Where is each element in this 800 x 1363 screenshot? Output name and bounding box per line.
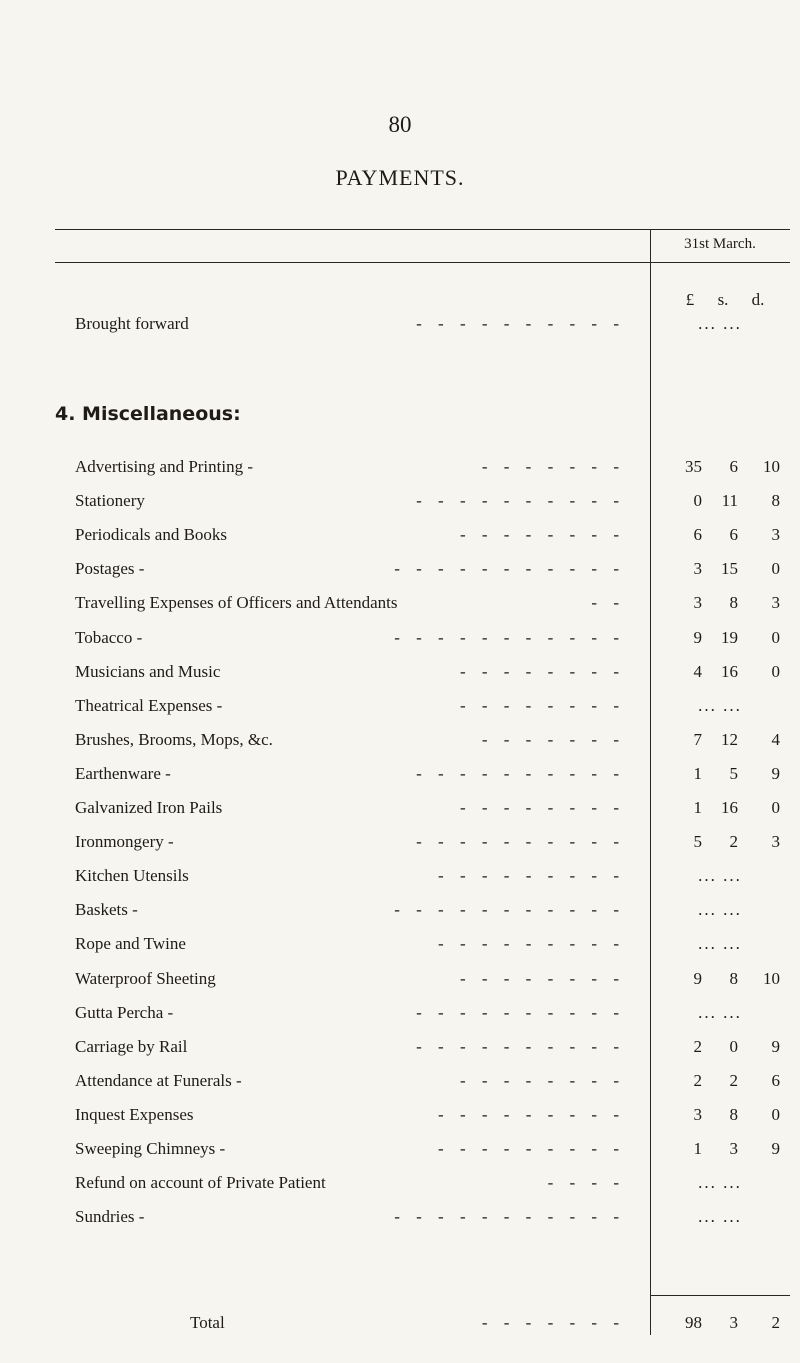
- nil-amount: ... ...: [698, 900, 742, 920]
- item-pounds: 4: [693, 661, 702, 681]
- item-label: Refund on account of Private Patient: [75, 1173, 326, 1193]
- leader-dashes: - - - - - - - -: [459, 798, 625, 817]
- item-pounds: 1: [693, 798, 702, 817]
- leader-dashes: - - - - - - - - - -: [416, 1002, 625, 1022]
- leader-dashes: - - - - - - - - - -: [416, 491, 625, 511]
- item-shillings: 19: [721, 627, 738, 647]
- pence-unit: d.: [751, 290, 765, 309]
- item-label: Periodicals and Books: [75, 525, 228, 545]
- item-pence: 3: [771, 832, 780, 852]
- item-amount: [650, 624, 790, 652]
- header-rule: [55, 262, 790, 263]
- table-row: [0, 999, 800, 1027]
- item-shillings: 5: [729, 763, 738, 783]
- item-shillings: 8: [729, 593, 738, 613]
- item-shillings: 15: [721, 559, 738, 579]
- table-row: [0, 487, 800, 515]
- item-label: Postages -: [75, 559, 145, 579]
- item-label: Earthenware -: [75, 763, 171, 783]
- table-row: [0, 726, 800, 754]
- leader-dashes: - - - - - - - -: [459, 525, 625, 545]
- table-row: [0, 965, 800, 993]
- item-pounds: 2: [693, 1036, 702, 1056]
- item-label: Rope and Twine: [75, 934, 186, 954]
- item-amount: [650, 1101, 790, 1129]
- item-pence: 10: [763, 457, 780, 476]
- page-title: PAYMENTS.: [335, 165, 465, 190]
- item-pounds: 3: [693, 593, 702, 613]
- item-pounds: 1: [693, 1139, 702, 1158]
- item-label: Carriage by Rail: [75, 1036, 188, 1056]
- item-amount: [650, 862, 790, 890]
- table-row: [0, 624, 800, 652]
- nil-amount: ... ...: [698, 1207, 742, 1227]
- table-row: [0, 930, 800, 958]
- leader-dashes: - - - - - - - - - - -: [394, 559, 625, 579]
- leader-dashes: - - - - - - - -: [459, 661, 625, 681]
- item-pence: 4: [771, 729, 780, 749]
- item-label: Advertising and Printing -: [75, 457, 254, 476]
- item-amount: [650, 760, 790, 788]
- item-amount: [650, 726, 790, 754]
- item-label: Gutta Percha -: [75, 1002, 174, 1022]
- item-label: Kitchen Utensils: [75, 866, 189, 886]
- item-shillings: 16: [721, 661, 738, 681]
- item-shillings: 0: [729, 1036, 738, 1056]
- item-label: Tobacco -: [75, 627, 143, 647]
- item-amount: [650, 555, 790, 583]
- item-label: Waterproof Sheeting: [75, 968, 216, 988]
- item-pounds: 9: [693, 627, 702, 647]
- item-amount: [650, 1033, 790, 1061]
- item-label: Ironmongery -: [75, 832, 174, 852]
- item-pounds: 6: [693, 525, 702, 545]
- item-amount: [650, 1067, 790, 1095]
- item-amount: [650, 521, 790, 549]
- table-row: [0, 1203, 800, 1231]
- item-pence: 0: [771, 1104, 780, 1124]
- section-heading: 4. Miscellaneous:: [55, 403, 241, 425]
- item-amount: [650, 487, 790, 515]
- leader-dashes: - - - - - - - - - -: [416, 1036, 625, 1056]
- item-pounds: 7: [693, 729, 702, 749]
- column-header: 31st March.: [684, 236, 756, 252]
- leader-dashes: - - - - - - - - - - -: [394, 627, 625, 647]
- leader-dashes: - - - - - - - - - -: [416, 763, 625, 783]
- pounds-unit: £: [685, 290, 695, 309]
- leader-dashes: - - - -: [547, 1173, 625, 1193]
- item-pounds: 3: [693, 1104, 702, 1124]
- item-label: Galvanized Iron Pails: [75, 798, 223, 817]
- item-label: Baskets -: [75, 900, 138, 920]
- total-rule: [650, 1295, 790, 1296]
- leader-dashes: - - - - - - - - - -: [416, 832, 625, 852]
- item-pence: 0: [771, 661, 780, 681]
- item-label: Musicians and Music: [75, 661, 221, 681]
- item-pence: 10: [763, 968, 780, 988]
- item-amount: [650, 1169, 790, 1197]
- item-pence: 9: [771, 1139, 780, 1158]
- leader-dashes: - - - - - - - - -: [438, 866, 625, 886]
- total-label: Total: [190, 1313, 225, 1332]
- item-pence: 9: [771, 1036, 780, 1056]
- item-pence: 3: [771, 593, 780, 613]
- item-pounds: 35: [685, 457, 702, 476]
- total-row: [0, 1309, 800, 1337]
- total-amount: [650, 1309, 790, 1337]
- leader-dashes: - - - - - - - - - -: [416, 314, 625, 333]
- table-row: [0, 896, 800, 924]
- item-pence: 0: [771, 627, 780, 647]
- table-row: [0, 1033, 800, 1061]
- leader-dashes: - - - - - - -: [481, 457, 625, 476]
- item-label: Brushes, Brooms, Mops, &c.: [75, 729, 273, 749]
- table-row: [0, 692, 800, 720]
- total-pounds: 98: [685, 1313, 702, 1332]
- item-amount: [650, 1135, 790, 1163]
- item-label: Travelling Expenses of Officers and Attendants: [75, 593, 398, 613]
- table-row: [0, 555, 800, 583]
- leader-dashes: - - - - - - - - -: [438, 934, 625, 954]
- item-amount: [650, 692, 790, 720]
- item-shillings: 11: [721, 491, 738, 511]
- item-amount: [650, 965, 790, 993]
- table-row: [0, 794, 800, 822]
- item-label: Theatrical Expenses -: [75, 695, 223, 715]
- item-pounds: 0: [693, 491, 702, 511]
- item-label: Inquest Expenses: [75, 1104, 194, 1124]
- item-amount: [650, 453, 790, 481]
- nil-amount: ... ...: [698, 1173, 742, 1193]
- leader-dashes: - - - - - - - - - - -: [394, 900, 625, 920]
- leader-dashes: - - - - - - - -: [459, 1070, 625, 1090]
- item-shillings: 2: [729, 1070, 738, 1090]
- item-pounds: 5: [693, 832, 702, 852]
- item-shillings: 16: [721, 798, 738, 817]
- item-pence: 0: [771, 559, 780, 579]
- leader-dashes: - - - - - - - -: [459, 968, 625, 988]
- table-row: [0, 453, 800, 481]
- leader-dashes: - - - - - - - -: [459, 695, 625, 715]
- item-label: Attendance at Funerals -: [75, 1070, 242, 1090]
- table-row: [0, 760, 800, 788]
- table-row: [0, 1169, 800, 1197]
- nil-amount: ... ...: [698, 314, 742, 333]
- nil-amount: ... ...: [698, 934, 742, 954]
- table-row: [0, 1067, 800, 1095]
- table-row: [0, 589, 800, 617]
- item-amount: [650, 999, 790, 1027]
- item-amount: [650, 828, 790, 856]
- table-row: [0, 521, 800, 549]
- item-shillings: 12: [721, 729, 738, 749]
- leader-dashes: - - - - - - - - -: [438, 1139, 625, 1158]
- total-shillings: 3: [729, 1313, 738, 1332]
- item-label: Sundries -: [75, 1207, 145, 1227]
- item-shillings: 2: [729, 832, 738, 852]
- page-number: 80: [388, 112, 412, 137]
- table-row: [0, 828, 800, 856]
- item-amount: [650, 930, 790, 958]
- item-pence: 0: [771, 798, 780, 817]
- item-pence: 8: [771, 491, 780, 511]
- item-amount: [650, 896, 790, 924]
- item-pounds: 3: [693, 559, 702, 579]
- table-top-rule: [55, 229, 790, 230]
- leader-dashes: - - - - - - -: [481, 729, 625, 749]
- total-pence: 2: [771, 1313, 780, 1332]
- item-shillings: 8: [729, 968, 738, 988]
- item-shillings: 6: [729, 457, 738, 476]
- item-amount: [650, 794, 790, 822]
- leader-dashes: - - - - - - -: [481, 1313, 625, 1332]
- item-label: Stationery: [75, 491, 145, 511]
- brought-forward-label: Brought forward: [75, 314, 189, 333]
- nil-amount: ... ...: [698, 866, 742, 886]
- table-row: [0, 862, 800, 890]
- leader-dashes: - - - - - - - - -: [438, 1104, 625, 1124]
- item-shillings: 3: [729, 1139, 738, 1158]
- item-label: Sweeping Chimneys -: [75, 1139, 226, 1158]
- item-amount: [650, 589, 790, 617]
- item-pounds: 9: [693, 968, 702, 988]
- item-pence: 6: [771, 1070, 780, 1090]
- item-shillings: 8: [729, 1104, 738, 1124]
- item-pounds: 1: [693, 763, 702, 783]
- nil-amount: ... ...: [698, 1002, 742, 1022]
- item-pence: 3: [771, 525, 780, 545]
- item-pence: 9: [771, 763, 780, 783]
- table-row: [0, 1135, 800, 1163]
- table-row: [0, 658, 800, 686]
- item-shillings: 6: [729, 525, 738, 545]
- brought-forward-row: [0, 310, 800, 338]
- brought-forward-amount: [650, 310, 790, 338]
- item-amount: [650, 1203, 790, 1231]
- table-row: [0, 1101, 800, 1129]
- nil-amount: ... ...: [698, 695, 742, 715]
- leader-dashes: - -: [591, 593, 625, 613]
- item-pounds: 2: [693, 1070, 702, 1090]
- leader-dashes: - - - - - - - - - - -: [394, 1207, 625, 1227]
- shillings-unit: s.: [717, 290, 729, 309]
- item-amount: [650, 658, 790, 686]
